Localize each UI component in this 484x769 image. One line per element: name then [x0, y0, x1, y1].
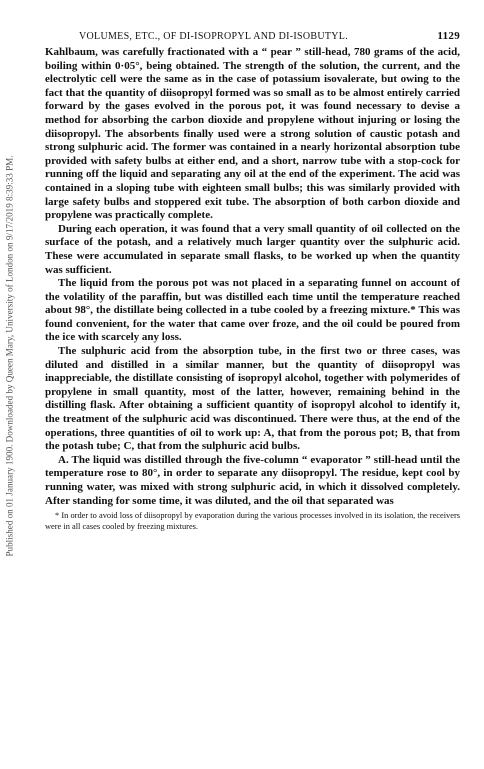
download-watermark-text: Published on 01 January 1900. Downloaded by Queen Mary, University of London on 9/17/2019 8:39:33 PM.	[4, 155, 15, 557]
paragraph: A. The liquid was distilled through the five-column “ evaporator ” still-head until the temperature rose to 80°, in order to separate any diisopropyl. The residue, kept cool by running water, was mixed with strong sulphuric acid, in which it dissolved completely. After standing for some time, it was diluted, and the oil that separated was	[45, 453, 460, 507]
running-head	[79, 30, 460, 42]
download-watermark	[3, 24, 15, 688]
paragraph: The sulphuric acid from the absorption tube, in the first two or three cases, was diluted and distilled in a similar manner, but the quantity of diisopropyl was inappreciable, the distillate consisting of isopropyl alcohol, together with polymerides of propylene in small quantity, most of the latter, however, remaining behind in the distilling flask. After obtaining a sufficient quantity of isopropyl alcohol to identify it, the treatment of the sulphuric acid was discontinued. There were thus, at the end of the operations, three quantities of oil to work up: A, that from the porous pot; B, that from the potash tube; C, that from the sulphuric acid bulbs.	[45, 345, 460, 453]
paragraph: During each operation, it was found that a very small quantity of oil collected on the surface of the potash, and a relatively much larger quantity over the sulphuric acid. These were accumulated in separate small flasks, to be worked up when the quantity was sufficient.	[45, 222, 460, 276]
journal-page	[45, 30, 460, 532]
body-text	[45, 46, 460, 508]
footnote	[45, 511, 460, 532]
footnote-text: * In order to avoid loss of diisopropyl by evaporation during the various processes involved in its isolation, the receivers were in all cases cooled by freezing mixtures.	[45, 511, 460, 531]
paragraph: The liquid from the porous pot was not placed in a separating funnel on account of the volatility of the paraffin, but was distilled each time until the temperature reached about 98°, the distillate being collected in a tube cooled by a freezing mixture.* This was found convenient, for the water that came over froze, and the oil could be poured from the ice with scarcely any loss.	[45, 277, 460, 344]
page-number: 1129	[437, 30, 460, 42]
running-head-title: VOLUMES, ETC., OF DI-ISOPROPYL AND DI-ISOBUTYL.	[79, 31, 349, 42]
paragraph: Kahlbaum, was carefully fractionated with a “ pear ” still-head, 780 grams of the acid, boiling within 0·05°, being obtained. The strength of the solution, the current, and the electrolytic cell were the same as in the case of potassium isovalerate, but owing to the fact that the quantity of diisopropyl formed was so small as to be almost entirely carried forward by the gases evolved in the porous pot, it was found necessary to devise a method for absorbing the carbon dioxide and propylene without injuring or losing the diisopropyl. The absorbents finally used were a strong solution of caustic potash and strong sulphuric acid. The former was contained in a nearly horizontal absorption tube provided with safety bulbs at either end, and a short, narrow tube with a stop-cock for running off the liquid and separating any oil at the end of the experiment. The acid was contained in a sloping tube with eighteen small bulbs; this was similarly provided with large safety bulbs and stoppered exit tube. The absorption of both carbon dioxide and propylene was practically complete.	[45, 46, 460, 222]
